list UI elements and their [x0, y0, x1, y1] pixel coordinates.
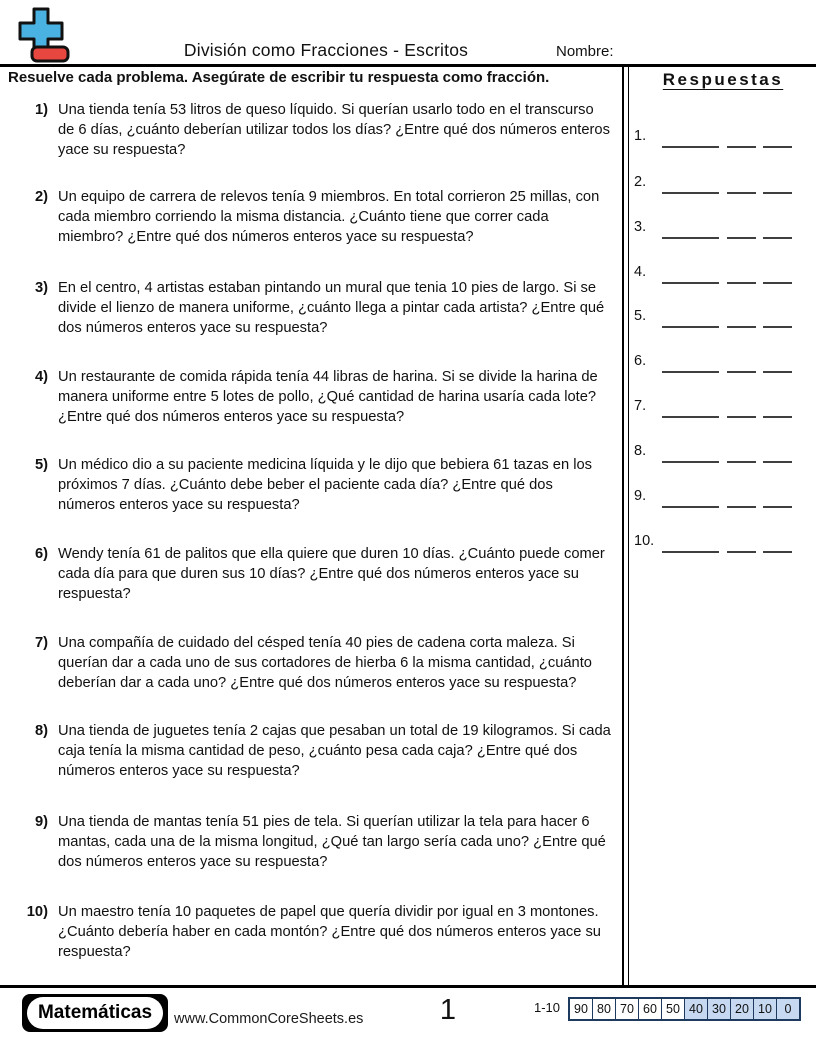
problem-number: 4): [34, 369, 48, 385]
answer-number: 3.: [634, 219, 647, 235]
header-divider: [0, 64, 816, 67]
problem-item: [0, 188, 614, 247]
problem-item: [0, 903, 614, 962]
problem-number: 6): [34, 546, 48, 562]
answer-blank-whole-1: [727, 371, 756, 373]
problem-text: Una compañía de cuidado del césped tenía 40 pies de cadena corta maleza. Si querían dar a cada uno de sus cortadores de hierba 6 la misma cantidad, ¿cuánto deberían dar a cada uno? ¿Entre qué dos números enteros yace su respuesta?: [58, 635, 592, 691]
score-cell: 30: [707, 999, 730, 1019]
answer-blank-whole-1: [727, 192, 756, 194]
answer-blank-fraction: [662, 326, 719, 328]
answer-blank-whole-1: [727, 237, 756, 239]
problem-item: [0, 545, 614, 604]
worksheet-title: División como Fracciones - Escritos: [183, 40, 469, 60]
answer-blank-whole-2: [763, 551, 792, 553]
answer-blank-whole-1: [727, 146, 756, 148]
score-table: [568, 997, 801, 1021]
problem-item: [0, 634, 614, 693]
score-cell: 70: [615, 999, 638, 1019]
answer-blank-whole-2: [763, 371, 792, 373]
answer-row: [630, 174, 816, 198]
answer-row: [630, 308, 816, 332]
answer-blank-whole-1: [727, 506, 756, 508]
answer-blank-fraction: [662, 506, 719, 508]
problem-item: [0, 456, 614, 515]
answer-blank-whole-1: [727, 416, 756, 418]
score-cell: 40: [684, 999, 707, 1019]
answer-blank-whole-2: [763, 326, 792, 328]
answer-row: [630, 264, 816, 288]
answer-number: 2.: [634, 174, 647, 190]
answer-blank-whole-2: [763, 461, 792, 463]
brand-label: Matemáticas: [27, 997, 163, 1029]
problem-item: [0, 101, 614, 160]
score-cell: 80: [592, 999, 615, 1019]
problem-number: 9): [34, 814, 48, 830]
answer-blank-fraction: [662, 551, 719, 553]
score-cell: 50: [661, 999, 684, 1019]
answer-number: 8.: [634, 443, 647, 459]
answer-blank-whole-1: [727, 282, 756, 284]
answer-row: [630, 398, 816, 422]
problem-item: [0, 368, 614, 427]
column-separator: [622, 67, 629, 985]
answer-row: [630, 488, 816, 512]
problem-number: 5): [34, 457, 48, 473]
answer-blank-whole-1: [727, 326, 756, 328]
problem-text: Wendy tenía 61 de palitos que ella quiere que duren 10 días. ¿Cuánto puede comer cada día para que duren sus 10 días? ¿Entre qué dos números enteros yace su respuesta?: [58, 546, 605, 602]
answer-blank-whole-2: [763, 506, 792, 508]
instruction-text: Resuelve cada problema. Asegúrate de escribir tu respuesta como fracción.: [8, 69, 550, 86]
brand-logo: [22, 994, 168, 1032]
name-label: Nombre:: [556, 43, 614, 60]
problem-text: Una tienda tenía 53 litros de queso líquido. Si querían usarlo todo en el transcurso de 6 días, ¿cuánto deberían utilizar todos los días? ¿Entre qué dos números enteros yace su respuesta?: [58, 102, 610, 158]
answer-blank-whole-1: [727, 461, 756, 463]
answer-row: [630, 533, 816, 557]
answer-number: 9.: [634, 488, 647, 504]
score-cell: 60: [638, 999, 661, 1019]
problem-text: Un restaurante de comida rápida tenía 44 libras de harina. Si se divide la harina de manera uniforme entre 5 lotes de pollo, ¿Qué cantidad de harina usaría cada lote? ¿Entre qué dos números enteros yace su respuesta?: [58, 369, 598, 425]
answer-blank-whole-2: [763, 192, 792, 194]
problem-number: 8): [34, 723, 48, 739]
answer-row: [630, 353, 816, 377]
answer-blank-fraction: [662, 146, 719, 148]
answer-blank-fraction: [662, 237, 719, 239]
answer-blank-fraction: [662, 461, 719, 463]
answer-blank-fraction: [662, 416, 719, 418]
answer-blank-whole-2: [763, 416, 792, 418]
page-number: 1: [439, 994, 457, 1026]
website-url: www.CommonCoreSheets.es: [174, 1011, 364, 1027]
problem-text: Un maestro tenía 10 paquetes de papel que quería dividir por igual en 3 montones. ¿Cuánto debería haber en cada montón? ¿Entre qué dos números enteros yace su respuesta?: [58, 904, 601, 960]
answer-number: 5.: [634, 308, 647, 324]
score-cell: 90: [574, 1002, 588, 1016]
problem-text: Una tienda de juguetes tenía 2 cajas que pesaban un total de 19 kilogramos. Si cada caja tenía la misma cantidad de peso, ¿cuánto pesa cada caja? ¿Entre qué dos números enteros yace su respuesta?: [58, 723, 611, 779]
problem-number: 3): [34, 280, 48, 296]
answer-blank-whole-2: [763, 237, 792, 239]
answer-blank-fraction: [662, 371, 719, 373]
answer-row: [630, 219, 816, 243]
problem-number: 1): [34, 102, 48, 118]
problem-number: 10): [26, 904, 48, 920]
problem-text: Una tienda de mantas tenía 51 pies de tela. Si querían utilizar la tela para hacer 6 mantas, cada una de la misma longitud, ¿Qué tan largo sería cada uno? ¿Entre qué dos números enteros yace su respuesta?: [58, 814, 606, 870]
problem-text: Un equipo de carrera de relevos tenía 9 miembros. En total corrieron 25 millas, con cada miembro corriendo la misma distancia. ¿Cuánto tiene que correr cada miembro? ¿Entre qué dos números enteros yace su respuesta?: [58, 189, 600, 245]
score-range-label: 1-10: [533, 1000, 560, 1015]
footer-divider: [0, 985, 816, 988]
problem-item: [0, 279, 614, 338]
answers-heading: Respuestas: [662, 70, 784, 89]
answer-number: 10.: [634, 533, 655, 549]
answer-number: 6.: [634, 353, 647, 369]
answer-row: [630, 443, 816, 467]
answer-row: [630, 128, 816, 152]
score-cell: 10: [753, 999, 776, 1019]
answer-number: 4.: [634, 264, 647, 280]
answer-blank-fraction: [662, 192, 719, 194]
problem-number: 2): [34, 189, 48, 205]
problem-item: [0, 813, 614, 872]
answer-blank-whole-1: [727, 551, 756, 553]
problem-item: [0, 722, 614, 781]
answer-number: 7.: [634, 398, 647, 414]
answer-blank-whole-2: [763, 282, 792, 284]
problem-number: 7): [34, 635, 48, 651]
problem-text: En el centro, 4 artistas estaban pintando un mural que tenia 10 pies de largo. Si se divide el lienzo de manera uniforme, ¿cuánto llega a pintar cada artista? ¿Entre qué dos números enteros yace su respuesta?: [58, 280, 605, 336]
answer-number: 1.: [634, 128, 647, 144]
score-cell: 0: [776, 999, 799, 1019]
problem-text: Un médico dio a su paciente medicina líquida y le dijo que bebiera 61 tazas en los próximos 7 días. ¿Cuánto debe beber el paciente cada día? ¿Entre qué dos números enteros yace su respuesta?: [58, 457, 592, 513]
answer-blank-fraction: [662, 282, 719, 284]
plus-minus-logo-icon: [12, 6, 70, 69]
score-cell: 20: [730, 999, 753, 1019]
answer-blank-whole-2: [763, 146, 792, 148]
